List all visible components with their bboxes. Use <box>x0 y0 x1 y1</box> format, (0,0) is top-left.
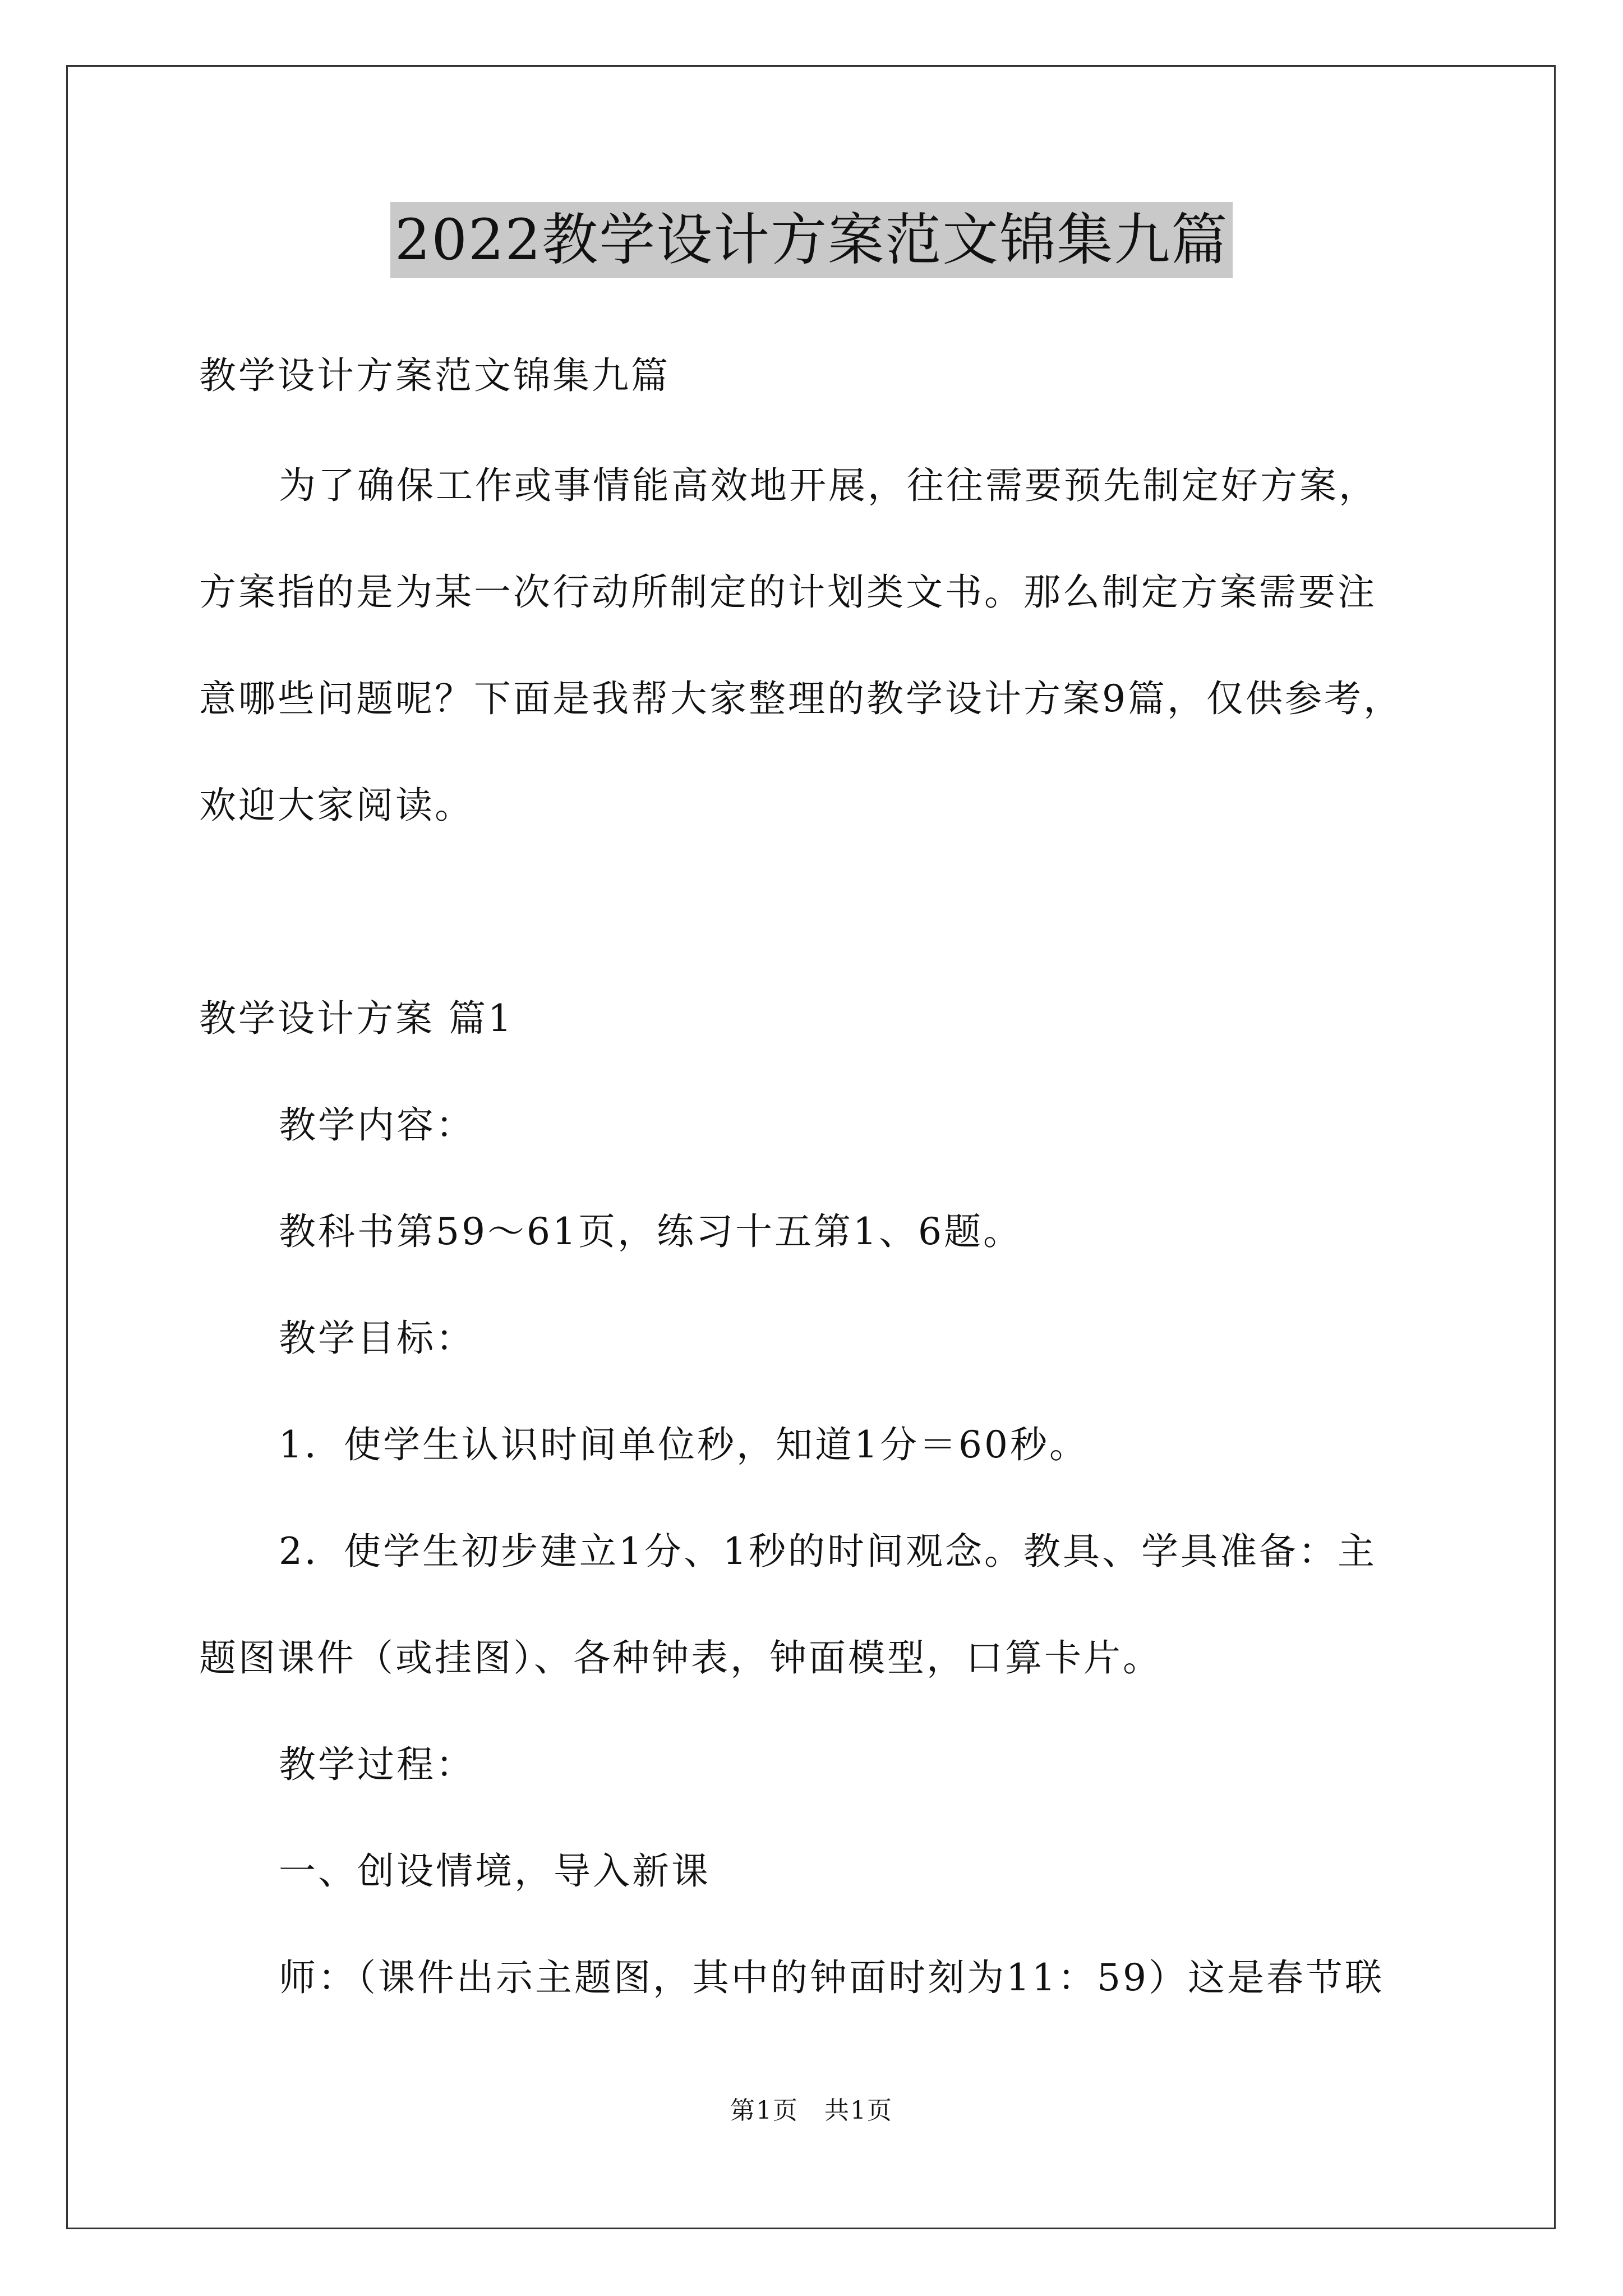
section-line: 教学过程： <box>279 1743 475 1786</box>
page-footer: 第1页 共1页 <box>730 2096 893 2125</box>
section-line: 教科书第59～61页，练习十五第1、6题。 <box>279 1210 1022 1253</box>
section-line: 教学内容： <box>279 1103 475 1147</box>
intro-line: 欢迎大家阅读。 <box>199 784 474 827</box>
title-container <box>0 202 1623 278</box>
document-subtitle: 教学设计方案范文锦集九篇 <box>199 354 670 397</box>
section-line: 2．使学生初步建立1分、1秒的时间观念。教具、学具准备：主 <box>279 1530 1377 1573</box>
intro-line: 为了确保工作或事情能高效地开展，往往需要预先制定好方案， <box>279 464 1378 507</box>
intro-line: 方案指的是为某一次行动所制定的计划类文书。那么制定方案需要注 <box>199 570 1377 614</box>
section-line: 教学目标： <box>279 1317 475 1360</box>
section-line: 1．使学生认识时间单位秒，知道1分＝60秒。 <box>279 1423 1089 1466</box>
section-line: 一、创设情境，导入新课 <box>279 1849 711 1893</box>
intro-line: 意哪些问题呢？下面是我帮大家整理的教学设计方案9篇，仅供参考， <box>199 677 1403 720</box>
section-heading: 教学设计方案 篇1 <box>199 997 514 1040</box>
section-line: 题图课件（或挂图）、各种钟表，钟面模型，口算卡片。 <box>199 1636 1162 1680</box>
document-title: 2022教学设计方案范文锦集九篇 <box>390 202 1233 278</box>
section-line: 师：（课件出示主题图，其中的钟面时刻为11：59）这是春节联 <box>279 1956 1384 1999</box>
